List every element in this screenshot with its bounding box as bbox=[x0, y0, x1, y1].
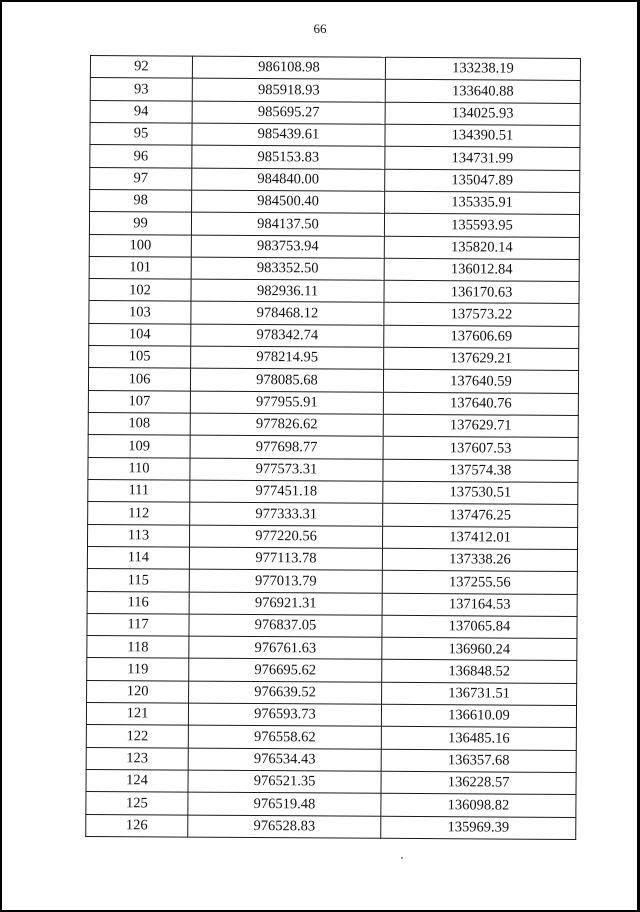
point-number-cell: 101 bbox=[89, 256, 191, 279]
table-row bbox=[87, 680, 577, 705]
point-number-cell: 107 bbox=[88, 390, 190, 413]
point-number-cell: 100 bbox=[89, 234, 191, 257]
table-row bbox=[87, 591, 577, 616]
table-row bbox=[86, 703, 576, 728]
table-row bbox=[86, 814, 576, 839]
y-coordinate-cell: 137476.25 bbox=[383, 504, 578, 528]
table-row bbox=[88, 479, 578, 504]
y-coordinate-cell: 136228.57 bbox=[381, 771, 576, 795]
x-coordinate-cell: 976528.83 bbox=[188, 815, 381, 839]
y-coordinate-cell: 137573.22 bbox=[384, 303, 579, 327]
table-row bbox=[86, 792, 576, 817]
x-coordinate-cell: 977220.56 bbox=[189, 525, 382, 548]
point-number-cell: 122 bbox=[86, 725, 188, 748]
table-row bbox=[88, 368, 578, 393]
table-row bbox=[87, 569, 577, 594]
y-coordinate-cell: 136848.52 bbox=[382, 660, 577, 684]
table-row bbox=[87, 546, 577, 571]
y-coordinate-cell: 137629.71 bbox=[383, 414, 578, 438]
x-coordinate-cell: 976521.35 bbox=[188, 770, 381, 793]
y-coordinate-cell: 134025.93 bbox=[385, 102, 580, 126]
y-coordinate-cell: 137574.38 bbox=[383, 459, 578, 483]
point-number-cell: 121 bbox=[86, 703, 188, 726]
y-coordinate-cell: 135047.89 bbox=[385, 169, 580, 193]
table-row bbox=[90, 167, 580, 192]
point-number-cell: 124 bbox=[86, 769, 188, 792]
table-row bbox=[89, 256, 579, 281]
table-row bbox=[89, 234, 579, 259]
point-number-cell: 105 bbox=[89, 346, 191, 369]
point-number-cell: 114 bbox=[87, 546, 189, 569]
point-number-cell: 115 bbox=[87, 569, 189, 592]
point-number-cell: 95 bbox=[90, 122, 192, 145]
y-coordinate-cell: 137640.59 bbox=[383, 370, 578, 394]
y-coordinate-cell: 137065.84 bbox=[382, 615, 577, 639]
x-coordinate-cell: 982936.11 bbox=[191, 279, 384, 302]
y-coordinate-cell: 134731.99 bbox=[385, 147, 580, 171]
point-number-cell: 99 bbox=[89, 212, 191, 235]
point-number-cell: 97 bbox=[90, 167, 192, 190]
y-coordinate-cell: 133238.19 bbox=[385, 57, 580, 81]
x-coordinate-cell: 976534.43 bbox=[188, 748, 381, 771]
y-coordinate-cell: 136170.63 bbox=[384, 280, 579, 304]
point-number-cell: 113 bbox=[87, 524, 189, 547]
point-number-cell: 110 bbox=[88, 457, 190, 480]
x-coordinate-cell: 976921.31 bbox=[189, 592, 382, 615]
y-coordinate-cell: 136485.16 bbox=[381, 727, 576, 751]
table-row bbox=[87, 613, 577, 638]
y-coordinate-cell: 135335.91 bbox=[385, 191, 580, 215]
table-row bbox=[90, 100, 580, 125]
y-coordinate-cell: 136731.51 bbox=[382, 682, 577, 706]
table-row bbox=[87, 524, 577, 549]
point-number-cell: 120 bbox=[87, 680, 189, 703]
point-number-cell: 103 bbox=[89, 301, 191, 324]
point-number-cell: 96 bbox=[90, 145, 192, 168]
x-coordinate-cell: 977826.62 bbox=[190, 413, 383, 436]
table-row bbox=[90, 189, 580, 214]
table-row bbox=[88, 390, 578, 415]
point-number-cell: 106 bbox=[88, 368, 190, 391]
table-row bbox=[86, 769, 576, 794]
table-row bbox=[90, 56, 580, 81]
y-coordinate-cell: 137338.26 bbox=[382, 548, 577, 572]
x-coordinate-cell: 977113.78 bbox=[189, 547, 382, 570]
x-coordinate-cell: 976593.73 bbox=[188, 703, 381, 726]
point-number-cell: 118 bbox=[87, 636, 189, 659]
table-row bbox=[88, 457, 578, 482]
x-coordinate-cell: 976695.62 bbox=[189, 659, 382, 682]
point-number-cell: 102 bbox=[89, 279, 191, 302]
coordinate-table-wrapper bbox=[85, 55, 580, 840]
point-number-cell: 92 bbox=[90, 56, 192, 79]
point-number-cell: 126 bbox=[86, 814, 188, 837]
point-number-cell: 93 bbox=[90, 78, 192, 101]
x-coordinate-cell: 985153.83 bbox=[192, 145, 385, 168]
table-row bbox=[89, 346, 579, 371]
table-row bbox=[89, 323, 579, 348]
point-number-cell: 109 bbox=[88, 435, 190, 458]
point-number-cell: 116 bbox=[87, 591, 189, 614]
y-coordinate-cell: 136960.24 bbox=[382, 637, 577, 661]
table-row bbox=[87, 658, 577, 683]
x-coordinate-cell: 977573.31 bbox=[190, 458, 383, 481]
y-coordinate-cell: 133640.88 bbox=[385, 80, 580, 104]
x-coordinate-cell: 986108.98 bbox=[192, 56, 385, 79]
y-coordinate-cell: 136357.68 bbox=[381, 749, 576, 773]
table-row bbox=[88, 502, 578, 527]
y-coordinate-cell: 137164.53 bbox=[382, 593, 577, 617]
y-coordinate-cell: 137629.21 bbox=[384, 347, 579, 371]
x-coordinate-cell: 984500.40 bbox=[192, 190, 385, 213]
x-coordinate-cell: 983352.50 bbox=[191, 257, 384, 280]
table-row bbox=[89, 279, 579, 304]
table-row bbox=[90, 78, 580, 103]
y-coordinate-cell: 137607.53 bbox=[383, 437, 578, 461]
x-coordinate-cell: 978342.74 bbox=[191, 324, 384, 347]
y-coordinate-cell: 136098.82 bbox=[381, 794, 576, 818]
y-coordinate-cell: 137412.01 bbox=[382, 526, 577, 550]
coordinate-table-body bbox=[86, 56, 581, 840]
y-coordinate-cell: 135593.95 bbox=[384, 213, 579, 237]
y-coordinate-cell: 135820.14 bbox=[384, 236, 579, 260]
table-row bbox=[88, 435, 578, 460]
y-coordinate-cell: 137530.51 bbox=[383, 481, 578, 505]
y-coordinate-cell: 137640.76 bbox=[383, 392, 578, 416]
x-coordinate-cell: 983753.94 bbox=[191, 235, 384, 258]
x-coordinate-cell: 977698.77 bbox=[190, 435, 383, 458]
x-coordinate-cell: 977333.31 bbox=[190, 502, 383, 525]
x-coordinate-cell: 985918.93 bbox=[192, 78, 385, 101]
x-coordinate-cell: 985439.61 bbox=[192, 123, 385, 146]
x-coordinate-cell: 978214.95 bbox=[191, 346, 384, 369]
coordinate-table bbox=[85, 55, 581, 840]
y-coordinate-cell: 134390.51 bbox=[385, 124, 580, 148]
x-coordinate-cell: 978085.68 bbox=[190, 368, 383, 391]
table-row bbox=[90, 122, 580, 147]
x-coordinate-cell: 976558.62 bbox=[188, 725, 381, 748]
table-row bbox=[86, 747, 576, 772]
point-number-cell: 112 bbox=[88, 502, 190, 525]
point-number-cell: 94 bbox=[90, 100, 192, 123]
y-coordinate-cell: 136012.84 bbox=[384, 258, 579, 282]
x-coordinate-cell: 984840.00 bbox=[192, 168, 385, 191]
point-number-cell: 104 bbox=[89, 323, 191, 346]
point-number-cell: 123 bbox=[86, 747, 188, 770]
x-coordinate-cell: 977955.91 bbox=[190, 391, 383, 414]
x-coordinate-cell: 976639.52 bbox=[189, 681, 382, 704]
point-number-cell: 108 bbox=[88, 412, 190, 435]
x-coordinate-cell: 984137.50 bbox=[191, 212, 384, 235]
table-row bbox=[87, 636, 577, 661]
point-number-cell: 117 bbox=[87, 613, 189, 636]
x-coordinate-cell: 977013.79 bbox=[189, 569, 382, 592]
y-coordinate-cell: 137606.69 bbox=[384, 325, 579, 349]
y-coordinate-cell: 136610.09 bbox=[381, 704, 576, 728]
table-row bbox=[86, 725, 576, 750]
y-coordinate-cell: 137255.56 bbox=[382, 570, 577, 594]
x-coordinate-cell: 976761.63 bbox=[189, 636, 382, 659]
x-coordinate-cell: 978468.12 bbox=[191, 302, 384, 325]
point-number-cell: 111 bbox=[88, 479, 190, 502]
point-number-cell: 119 bbox=[87, 658, 189, 681]
x-coordinate-cell: 977451.18 bbox=[190, 480, 383, 503]
stray-mark bbox=[401, 857, 403, 859]
point-number-cell: 125 bbox=[86, 792, 188, 815]
table-row bbox=[89, 301, 579, 326]
y-coordinate-cell: 135969.39 bbox=[381, 816, 576, 840]
table-row bbox=[88, 412, 578, 437]
page-number: 66 bbox=[313, 21, 327, 36]
x-coordinate-cell: 976837.05 bbox=[189, 614, 382, 637]
x-coordinate-cell: 976519.48 bbox=[188, 792, 381, 815]
table-row bbox=[90, 145, 580, 170]
point-number-cell: 98 bbox=[90, 189, 192, 212]
table-row bbox=[89, 212, 579, 237]
x-coordinate-cell: 985695.27 bbox=[192, 101, 385, 124]
